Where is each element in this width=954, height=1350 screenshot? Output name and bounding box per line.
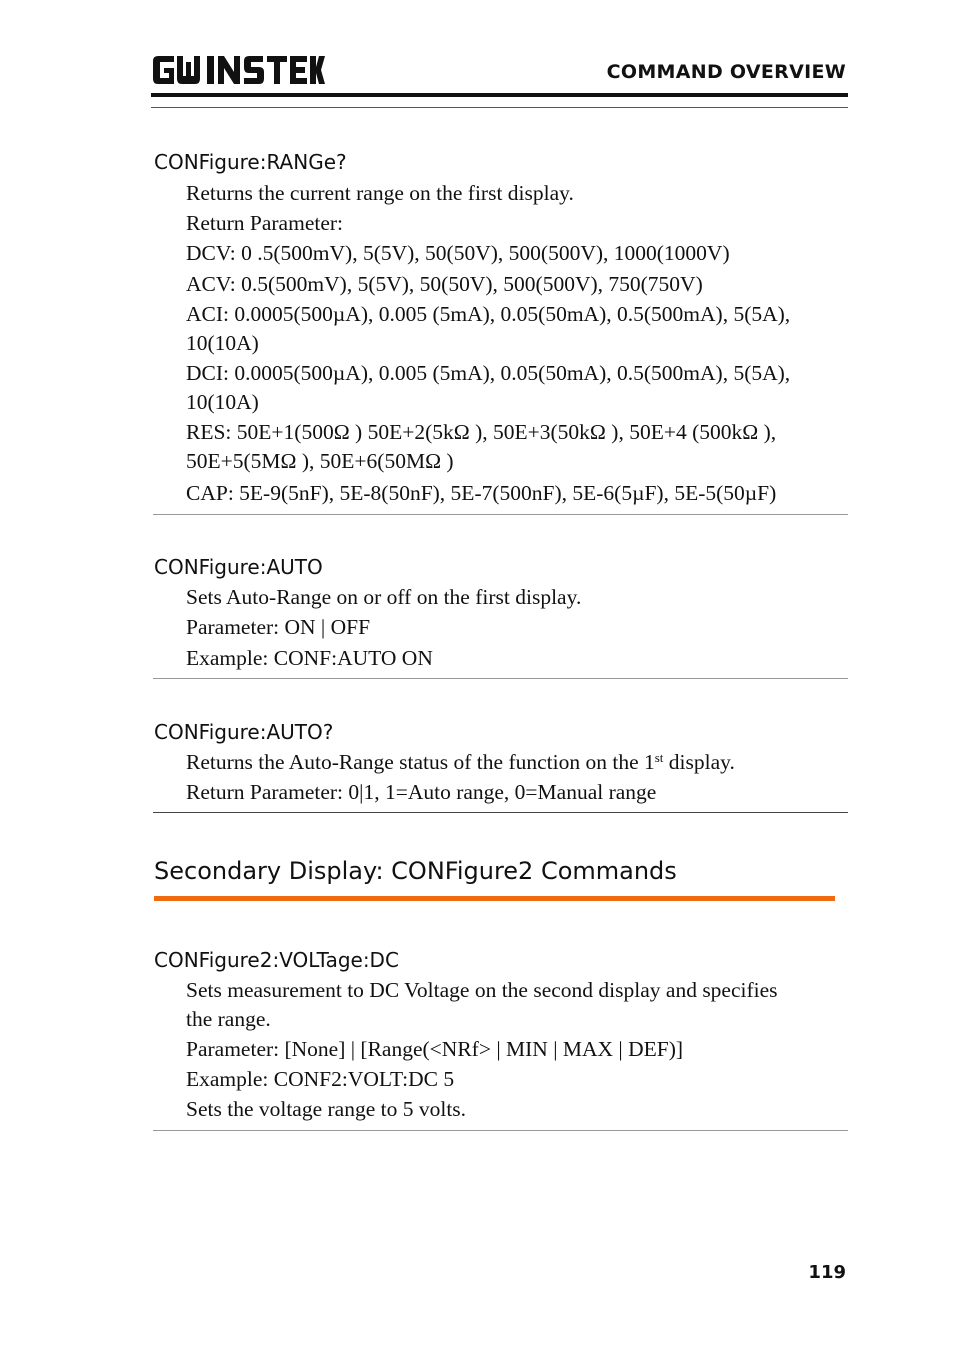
parameter-line: Parameter: ON | OFF [186, 615, 371, 639]
command-description: Returns the current range on the first display. [186, 181, 574, 205]
parameter-line: Parameter: [None] | [Range(<NRf> | MIN | MAX | DEF)] [186, 1037, 684, 1061]
command-description: Sets Auto-Range on or off on the first display. [186, 585, 582, 609]
range-acv: ACV: 0.5(500mV), 5(5V), 50(50V), 500(500V), 750(750V) [186, 272, 703, 296]
example-line: Example: CONF:AUTO ON [186, 646, 433, 670]
command-title-configure-range-query: CONFigure:RANGe? [154, 150, 347, 174]
header-rule [151, 93, 848, 97]
command-title-configure2-voltage-dc: CONFigure2:VOLTage:DC [154, 948, 399, 972]
header-subrule [151, 107, 848, 108]
divider [153, 514, 848, 515]
example-explanation: Sets the voltage range to 5 volts. [186, 1097, 467, 1121]
command-title-configure-auto-query: CONFigure:AUTO? [154, 720, 334, 744]
header-title: COMMAND OVERVIEW [606, 61, 846, 83]
gw-instek-logo [153, 56, 325, 84]
range-dci: DCI: 0.0005(500µA), 0.005 (5mA), 0.05(50mA), 0.5(500mA), 5(5A), 10(10A) [186, 361, 791, 414]
page-number: 119 [808, 1262, 846, 1283]
description-text: Returns the Auto-Range status of the function on the 1 [186, 750, 655, 774]
description-text-end: display. [663, 750, 735, 774]
ordinal-suffix: st [654, 750, 664, 765]
section-accent-rule [154, 896, 835, 901]
example-line: Example: CONF2:VOLT:DC 5 [186, 1067, 455, 1091]
divider [153, 678, 848, 679]
range-dcv: DCV: 0 .5(500mV), 5(5V), 50(50V), 500(500V), 1000(1000V) [186, 241, 730, 265]
range-aci: ACI: 0.0005(500µA), 0.005 (5mA), 0.05(50mA), 0.5(500mA), 5(5A), 10(10A) [186, 302, 791, 355]
command-title-configure-auto: CONFigure:AUTO [154, 555, 323, 579]
divider [153, 812, 848, 813]
divider [153, 1130, 848, 1131]
return-parameter-line: Return Parameter: 0|1, 1=Auto range, 0=Manual range [186, 780, 657, 804]
range-res: RES: 50E+1(500Ω ) 50E+2(5kΩ ), 50E+3(50kΩ ), 50E+4 (500kΩ ), 50E+5(5MΩ ), 50E+6(50MΩ ) [186, 420, 777, 473]
section-title: Secondary Display: CONFigure2 Commands [154, 857, 677, 885]
command-description [186, 748, 735, 777]
return-parameter-label: Return Parameter: [186, 211, 344, 235]
command-description: Sets measurement to DC Voltage on the second display and specifies the range. [186, 978, 778, 1031]
range-cap: CAP: 5E-9(5nF), 5E-8(50nF), 5E-7(500nF), 5E-6(5µF), 5E-5(50µF) [186, 481, 777, 505]
